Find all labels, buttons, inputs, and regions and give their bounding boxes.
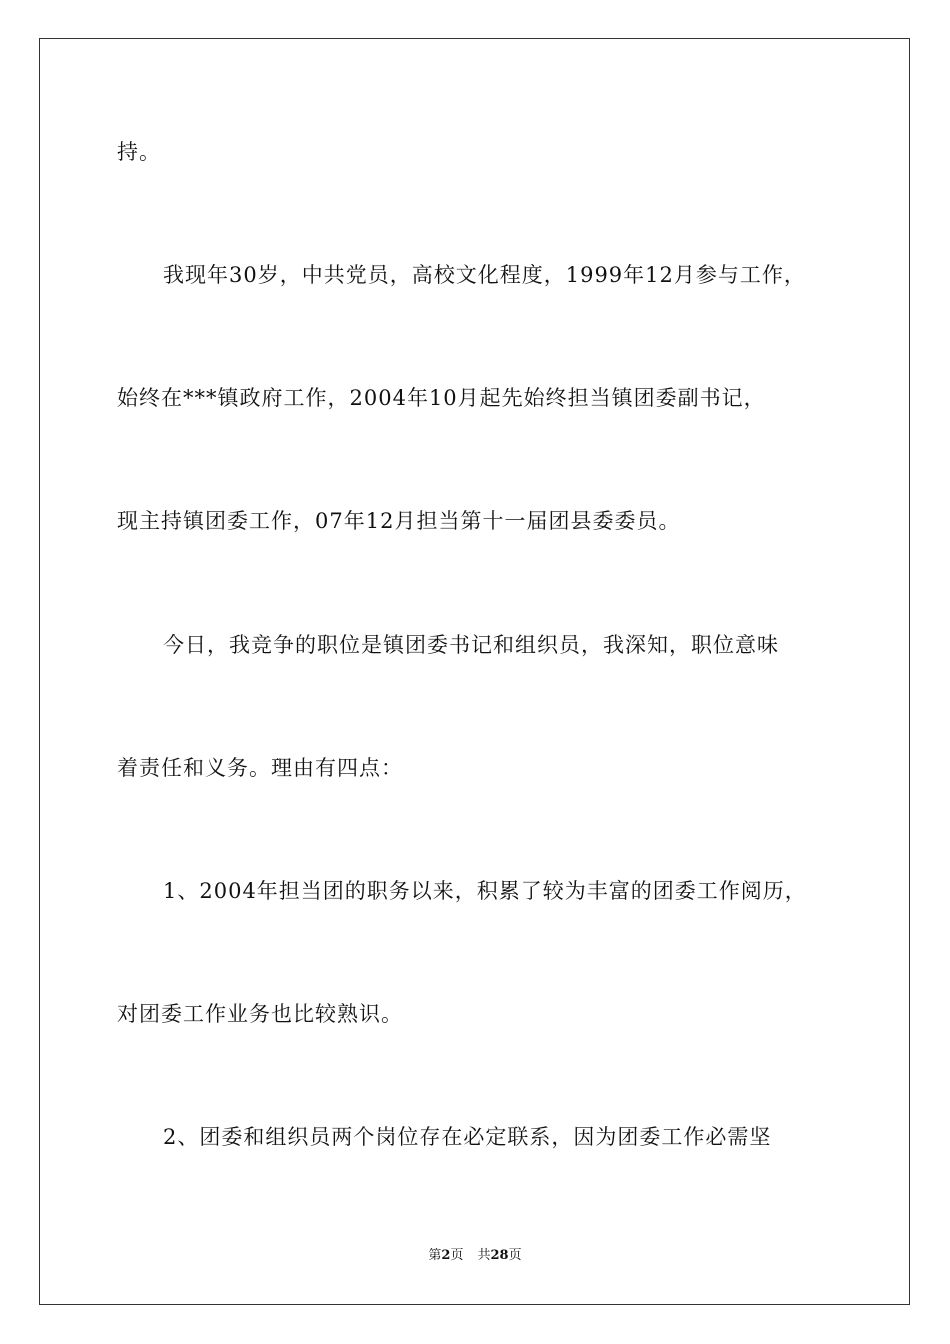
- total-pages: 28: [490, 1248, 509, 1263]
- page-number: 2: [441, 1248, 451, 1263]
- text-line: 2、团委和组织员两个岗位存在必定联系，因为团委工作必需坚: [163, 1125, 772, 1149]
- total-prefix: 共: [477, 1248, 491, 1263]
- text-line: 始终在***镇政府工作，2004年10月起先始终担当镇团委副书记，: [117, 386, 766, 410]
- text-line: 着责任和义务。理由有四点：: [117, 756, 403, 780]
- page-border: [39, 38, 910, 1305]
- page-suffix: 页: [450, 1248, 464, 1263]
- text-line: 持。: [117, 140, 161, 164]
- text-line: 我现年30岁，中共党员，高校文化程度，1999年12月参与工作，: [163, 263, 806, 287]
- page-prefix: 第: [428, 1248, 442, 1263]
- text-line: 对团委工作业务也比较熟识。: [117, 1002, 403, 1026]
- text-line: 1、2004年担当团的职务以来，积累了较为丰富的团委工作阅历，: [163, 879, 807, 903]
- total-suffix: 页: [508, 1248, 522, 1263]
- text-line: 现主持镇团委工作，07年12月担当第十一届团县委委员。: [117, 509, 681, 533]
- text-line: 今日，我竞争的职位是镇团委书记和组织员，我深知，职位意味: [163, 633, 779, 657]
- page-footer: [0, 1247, 950, 1265]
